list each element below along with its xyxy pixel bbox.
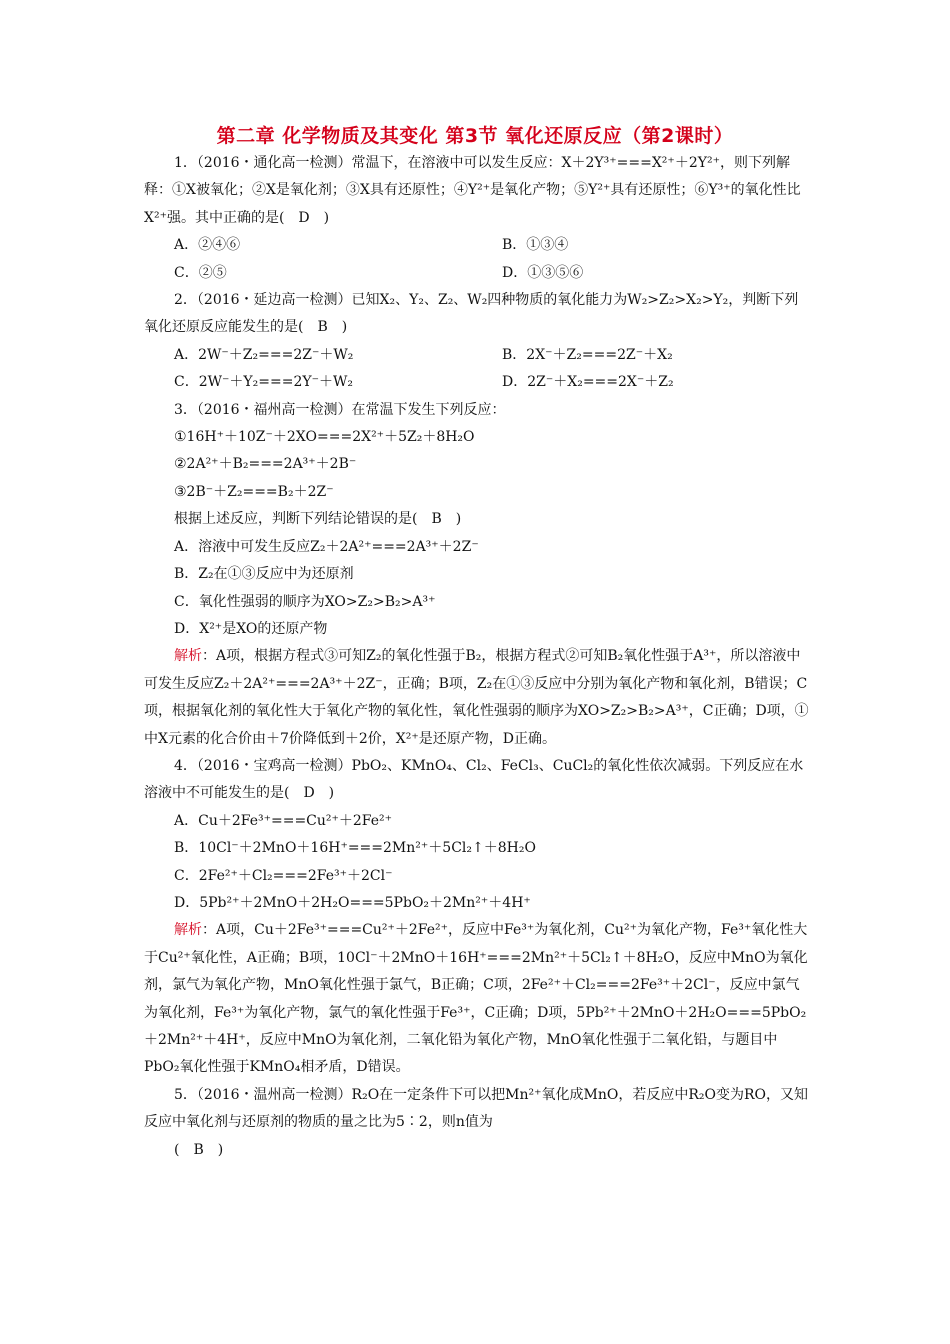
q2-option-c: C．2W⁻＋Y₂===2Y⁻＋W₂	[174, 374, 353, 391]
q2-stem: 2．（2016・延边高一检测）已知X₂、Y₂、Z₂、W₂四种物质的氧化能力为W₂>Z₂>X₂>Y₂，判断下列氧化还原反应能发生的是( B )	[144, 292, 799, 336]
q4-analysis-label: 解析	[174, 922, 202, 939]
q1-options-row1	[144, 232, 810, 259]
q2-options-row1	[144, 342, 810, 369]
q3-option-d: D．X²⁺是XO的还原产物	[174, 620, 328, 637]
q3-option-c: C．氧化性强弱的顺序为XO>Z₂>B₂>A³⁺	[174, 593, 436, 610]
q3-reaction-1: ①16H⁺＋10Z⁻＋2XO===2X²⁺＋5Z₂＋8H₂O	[174, 429, 475, 446]
question-body	[144, 150, 810, 1164]
q1-option-a: A．②④⑥	[174, 237, 241, 254]
q3-reaction-2: ②2A²⁺＋B₂===2A³⁺＋2B⁻	[174, 456, 357, 473]
q5-answer: ( B )	[174, 1141, 224, 1158]
page-title: 第二章 化学物质及其变化 第3节 氧化还原反应（第2课时）	[216, 125, 734, 147]
q3-analysis-label: 解析	[174, 648, 202, 665]
q1-options-row2	[144, 260, 810, 287]
q4-analysis	[144, 917, 810, 1081]
q4-option-d: D．5Pb²⁺＋2MnO＋2H₂O===5PbO₂＋2Mn²⁺＋4H⁺	[174, 894, 531, 911]
q3-stem: 3．（2016・福州高一检测）在常温下发生下列反应：	[174, 401, 506, 418]
q1-option-c: C．②⑤	[174, 264, 227, 281]
q4-option-b: B．10Cl⁻＋2MnO＋16H⁺===2Mn²⁺＋5Cl₂↑＋8H₂O	[174, 840, 536, 857]
q4-stem: 4．（2016・宝鸡高一检测）PbO₂、KMnO₄、Cl₂、FeCl₃、CuCl₂的氧化性依次减弱。下列反应在水溶液中不可能发生的是( D )	[144, 757, 804, 802]
q2-option-d: D．2Z⁻＋X₂===2X⁻＋Z₂	[502, 374, 674, 391]
q1-option-b: B．①③④	[502, 237, 569, 254]
q4-analysis-text: ：A项，Cu＋2Fe³⁺===Cu²⁺＋2Fe²⁺，反应中Fe³⁺为氧化剂，Cu²⁺为氧化产物，Fe³⁺氧化性大于Cu²⁺氧化性，A正确；B项，10Cl⁻＋2MnO＋16H⁺===2Mn²⁺＋5Cl₂↑＋8H₂O，反应中MnO为氧化剂，氯气为氧化产物，MnO氧化性强于氯气，B正确；C项，2Fe²⁺＋Cl₂===2Fe³⁺＋2Cl⁻，反应中氯气为氧化剂，Fe³⁺为氧化产物，氯气的氧化性强于Fe³⁺，C正确；D项，5Pb²⁺＋2MnO＋2H₂O===5PbO₂＋2Mn²⁺＋4H⁺，反应中MnO为氧化剂，二氧化铅为氧化产物，MnO氧化性强于二氧化铅，与题目中PbO₂氧化性强于KMnO₄相矛盾，D错误。	[144, 922, 808, 1076]
q3-reaction-3: ③2B⁻＋Z₂===B₂＋2Z⁻	[174, 483, 334, 500]
q4-option-c: C．2Fe²⁺＋Cl₂===2Fe³⁺＋2Cl⁻	[174, 867, 393, 884]
q3-analysis	[144, 643, 810, 753]
q1-stem: 1．（2016・通化高一检测）常温下，在溶液中可以发生反应：X＋2Y³⁺===X²⁺＋2Y²⁺，则下列解释：①X被氧化；②X是氧化剂；③X具有还原性；④Y²⁺是氧化产物；⑤Y²⁺具有还原性；⑥Y³⁺的氧化性比X²⁺强。其中正确的是( D )	[144, 155, 801, 226]
q5-stem: 5．（2016・温州高一检测）R₂O在一定条件下可以把Mn²⁺氧化成MnO，若反应中R₂O变为RO，又知反应中氧化剂与还原剂的物质的量之比为5∶2，则n值为	[144, 1086, 808, 1131]
q2-option-b: B．2X⁻＋Z₂===2Z⁻＋X₂	[502, 346, 673, 363]
q2-option-a: A．2W⁻＋Z₂===2Z⁻＋W₂	[174, 346, 354, 363]
q2-options-row2	[144, 369, 810, 396]
q3-ask: 根据上述反应，判断下列结论错误的是( B )	[174, 511, 462, 528]
q3-option-a: A．溶液中可发生反应Z₂＋2A²⁺===2A³⁺＋2Z⁻	[174, 538, 479, 555]
q4-option-a: A．Cu＋2Fe³⁺===Cu²⁺＋2Fe²⁺	[174, 812, 393, 829]
q1-option-d: D．①③⑤⑥	[502, 264, 584, 281]
q3-option-b: B．Z₂在①③反应中为还原剂	[174, 566, 354, 583]
q3-analysis-text: ：A项，根据方程式③可知Z₂的氧化性强于B₂，根据方程式②可知B₂氧化性强于A³⁺，所以溶液中可发生反应Z₂＋2A²⁺===2A³⁺＋2Z⁻，正确；B项，Z₂在①③反应中分别为氧化产物和氧化剂，B错误；C项，根据氧化剂的氧化性大于氧化产物的氧化性，氧化性强弱的顺序为XO>Z₂>B₂>A³⁺，C正确；D项，①中X元素的化合价由＋7价降低到＋2价，X²⁺是还原产物，D正确。	[144, 648, 809, 747]
